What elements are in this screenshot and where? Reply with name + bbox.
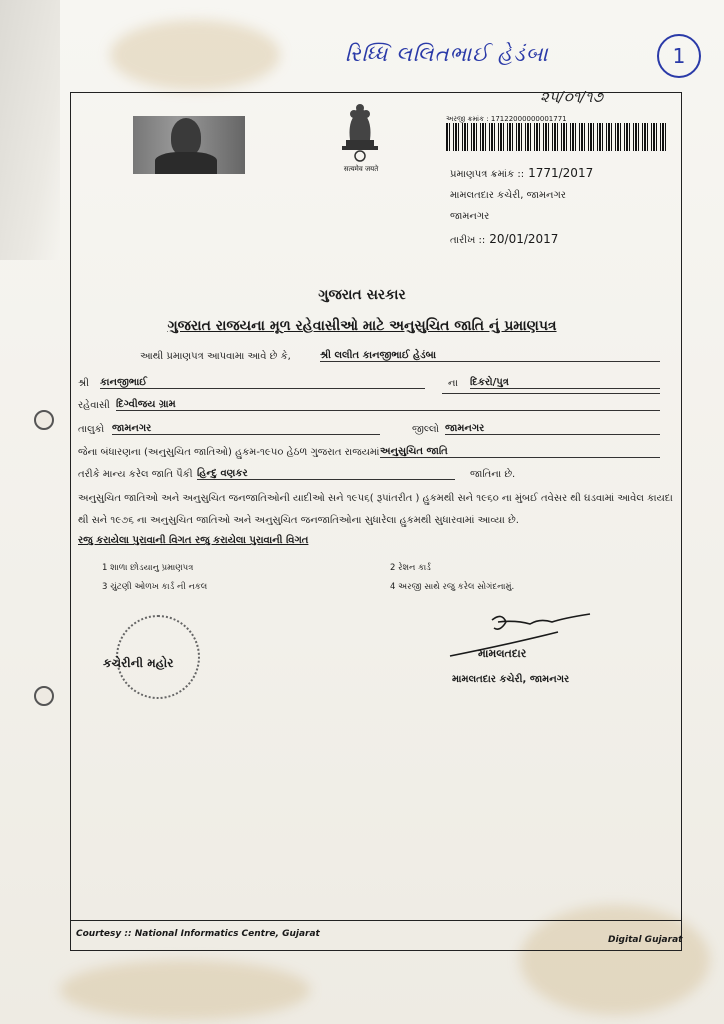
handwritten-reference: ૨૫/૦૧/૧૭ (540, 88, 603, 106)
national-emblem-icon (336, 98, 384, 164)
folded-corner (0, 0, 60, 260)
rule (442, 393, 660, 394)
signatory-office: મામલતદાર કચેરી, જામનગર (452, 674, 570, 685)
relation: દિકરો/પુત્ર (470, 377, 660, 389)
stain (110, 20, 280, 90)
footer-brand: Digital Gujarat (608, 935, 683, 945)
legal-paragraph: અનુસુચિત જાતિઓ અને અનુસુચિત જનજાતિઓની યાદીઓ સને ૧૯૫૬( રૂપાંતરીત ) હુકમથી સને ૧૯૬૦ ના મુંબઈ તવેસર થી ઘડવામાં આવેલ કાયદા થી સને ૧૯૭૬ ના અનુસુચિત જાતિઓ અને અનુસુચિત જનજાતિઓના સુધારેલા હુકમથી સુધારવામાં આવ્યા છે. (78, 493, 673, 526)
application-number: અરજી ક્રમાંક : 17122000000001771 (446, 115, 567, 123)
caste: હિન્દુ વણકર (197, 468, 455, 480)
signatory-title: મામલતદાર (478, 647, 527, 660)
document-item: 2 રેશન કાર્ડ (390, 563, 431, 573)
residence: દિગ્વીજય ગ્રામ (116, 399, 660, 411)
handwritten-name: રિધ્ધિ લલિતભાઈ હેડંબા (345, 42, 549, 66)
residence-label: રહેવાસી (78, 400, 110, 411)
father-name: કાનજીભાઈ (100, 377, 425, 389)
punch-hole (34, 410, 54, 430)
emblem-motto: सत्यमेव जयते (343, 165, 379, 173)
issue-date: તારીખ :: 20/01/2017 (450, 232, 559, 246)
father-prefix: શ્રી (78, 378, 90, 389)
seal-label: કચેરીની મહોર (103, 656, 174, 670)
barcode (446, 123, 666, 151)
document-item: 4 અરજી સાથે રજુ કરેલ સોગંદનામું. (390, 582, 515, 592)
certificate-number: પ્રમાણપત્ર ક્રમાંક :: 1771/2017 (450, 166, 594, 180)
person-name: શ્રી લલીત કાનજીભાઈ હેડંબા (320, 350, 660, 362)
caste-label: તરીકે માન્ય કરેલ જાતિ પૈકી (78, 469, 193, 480)
punch-hole (34, 686, 54, 706)
document-item: 3 ચુંટણી ઓળખ કાર્ડ ની નકલ (102, 582, 208, 592)
issuing-office: મામલતદાર કચેરી, જામનગર (450, 190, 566, 201)
district: જામનગર (445, 423, 660, 435)
district-label: જીલ્લો (412, 424, 440, 435)
issuing-city: જામનગર (450, 211, 490, 222)
government-title: ગુજરાત સરકાર (318, 287, 406, 303)
caste-suffix: જાતિના છે. (470, 469, 516, 480)
handwritten-page-number: 1 (657, 34, 701, 78)
certificate-title: ગુજરાત રાજયના મૂળ રહેવાસીઓ માટે અનુસુચિત જાતિ નું પ્રમાણપત્ર (167, 318, 557, 334)
taluka-label: તાલુકો (78, 424, 105, 435)
relation-prefix: ના (448, 378, 458, 389)
order-text: જેના બંધારણના (અનુસુચિત જાતિઓ) હુકમ-૧૯૫૦ હેઠળ ગુજરાત રાજયમાં (78, 447, 380, 458)
stain (60, 960, 310, 1020)
taluka: જામનગર (112, 423, 380, 435)
document-item: 1 શાળા છોડયાનુ પ્રમાણપત્ર (102, 563, 194, 573)
footer-divider (70, 920, 682, 921)
applicant-photo (133, 116, 245, 174)
footer-courtesy: Courtesy :: National Informatics Centre, Gujarat (76, 929, 320, 939)
category: અનુસુચિત જાતિ (380, 446, 660, 458)
documents-header: રજુ કરાયેલા પુરાવાની વિગત રજુ કરાયેલા પુરાવાની વિગત (78, 535, 309, 546)
certify-text: આથી પ્રમાણપત્ર આપવામા આવે છે કે, (140, 351, 291, 362)
